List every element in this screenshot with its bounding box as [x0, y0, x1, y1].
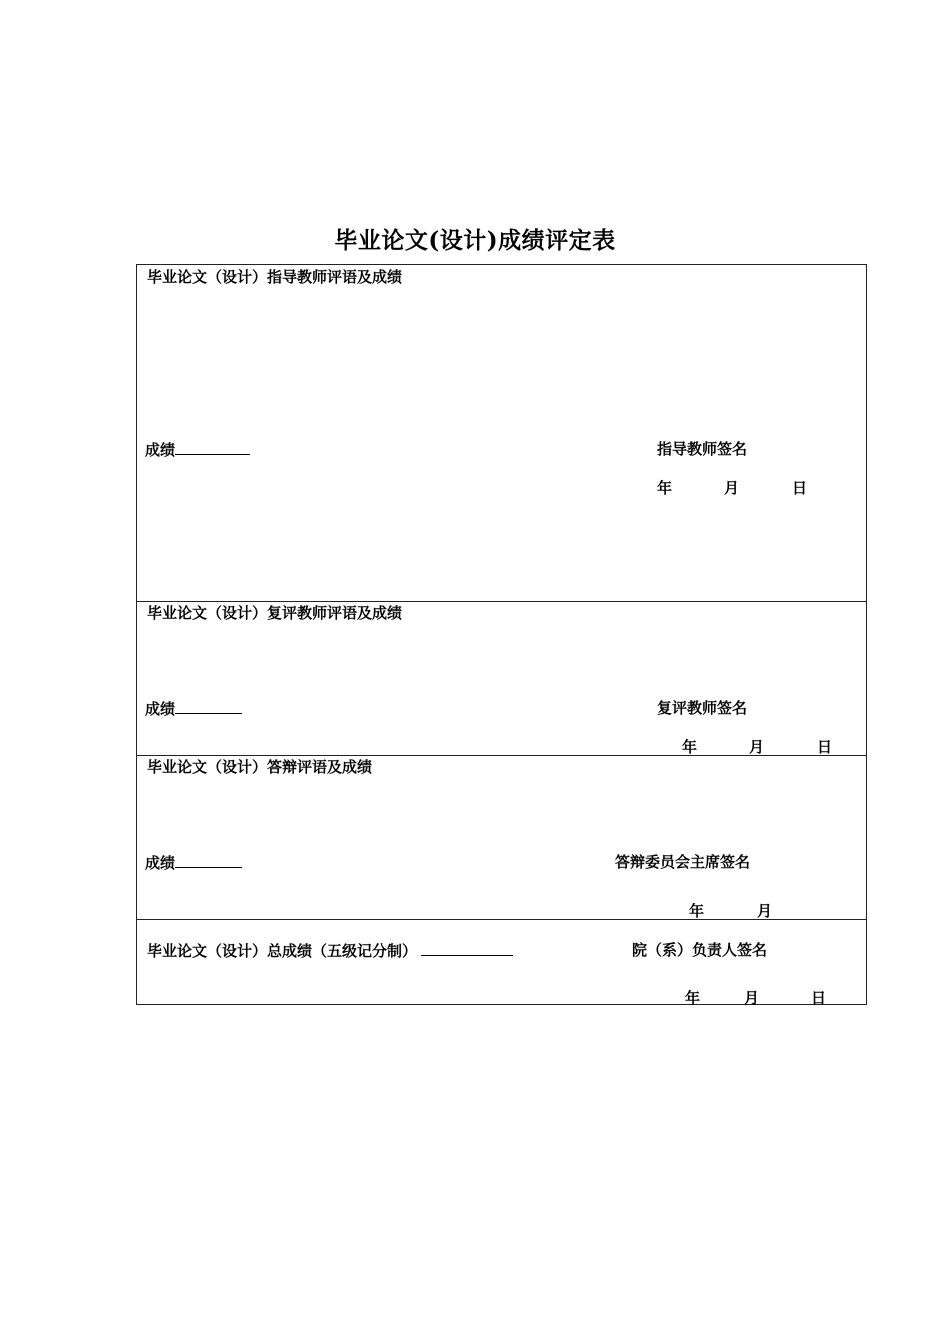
- reviewer-grade-blank[interactable]: [175, 699, 242, 714]
- defense-date-year: 年: [689, 902, 705, 920]
- total-heading: 毕业论文（设计）总成绩（五级记分制）: [147, 942, 418, 960]
- defense-grade-field[interactable]: [145, 853, 242, 872]
- defense-grade-blank[interactable]: [175, 853, 242, 868]
- reviewer-signature-label: 复评教师签名: [657, 699, 748, 717]
- advisor-heading: 毕业论文（设计）指导教师评语及成绩: [147, 268, 403, 286]
- defense-section: [137, 755, 866, 919]
- advisor-date-day: 日: [792, 479, 808, 497]
- total-grade-field[interactable]: [147, 941, 513, 960]
- reviewer-section: [137, 601, 866, 755]
- reviewer-date-month: 月: [749, 738, 765, 756]
- reviewer-grade-label: 成绩: [145, 700, 176, 718]
- total-signature-label: 院（系）负责人签名: [632, 941, 768, 959]
- reviewer-grade-field[interactable]: [145, 699, 242, 718]
- evaluation-form-table: [136, 264, 867, 1005]
- defense-date-month: 月: [757, 902, 773, 920]
- advisor-grade-blank[interactable]: [175, 440, 250, 455]
- total-date-month: 月: [744, 989, 760, 1007]
- total-grade-blank[interactable]: [421, 941, 513, 956]
- defense-signature-label: 答辩委员会主席签名: [615, 853, 751, 871]
- advisor-grade-label: 成绩: [145, 441, 176, 459]
- page-title: 毕业论文(设计)成绩评定表: [334, 227, 616, 254]
- reviewer-heading: 毕业论文（设计）复评教师评语及成绩: [147, 604, 403, 622]
- advisor-grade-field[interactable]: [145, 440, 250, 459]
- reviewer-date-year: 年: [682, 738, 698, 756]
- defense-heading: 毕业论文（设计）答辩评语及成绩: [147, 758, 373, 776]
- advisor-date-month: 月: [724, 479, 740, 497]
- advisor-date-year: 年: [657, 479, 673, 497]
- total-date-year: 年: [685, 989, 701, 1007]
- total-date-day: 日: [811, 989, 827, 1007]
- reviewer-date-day: 日: [817, 738, 833, 756]
- advisor-section: [137, 265, 866, 601]
- defense-grade-label: 成绩: [145, 854, 176, 872]
- advisor-signature-label: 指导教师签名: [657, 440, 748, 458]
- total-section: [137, 919, 866, 1007]
